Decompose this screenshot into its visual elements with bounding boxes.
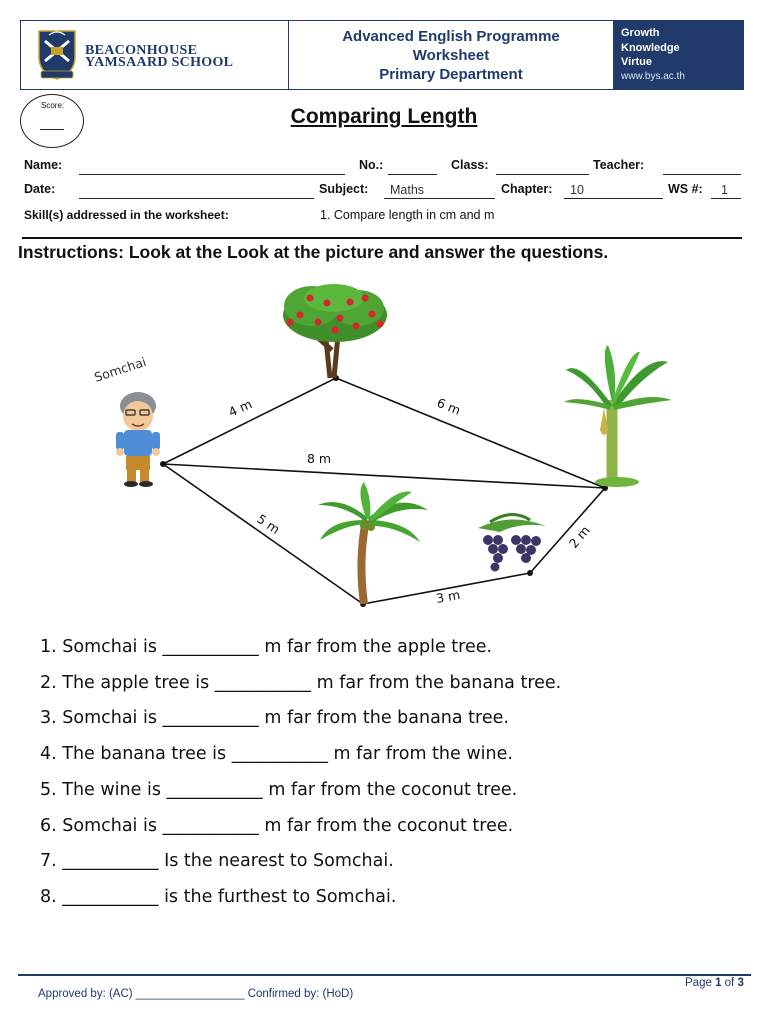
class-label: Class: [451, 158, 489, 172]
node-somchai [160, 461, 166, 467]
skills-value: 1. Compare length in cm and m [320, 208, 495, 222]
question-5: 5. The wine is ___________ m far from the coconut tree. [40, 780, 518, 800]
school-website: www.bys.ac.th [621, 70, 685, 82]
footer-divider [18, 974, 751, 976]
name-label: Name: [24, 158, 63, 172]
page-total: 3 [737, 977, 744, 989]
ws-field[interactable]: 1 [711, 183, 741, 199]
score-label: Score: [41, 101, 65, 110]
line-somchai-coconut [163, 464, 363, 604]
score-blank[interactable] [40, 129, 64, 130]
line-apple-banana [336, 378, 605, 488]
question-3: 3. Somchai is ___________ m far from the banana tree. [40, 708, 509, 728]
ws-label: WS #: [668, 182, 703, 196]
label-somchai-banana: 8 m [307, 451, 332, 466]
label-somchai-coconut: 5 m [254, 511, 283, 537]
somchai-boy-icon [116, 392, 160, 487]
somchai-label: Somchai [92, 353, 148, 385]
apple-tree-icon [283, 284, 387, 378]
page-current: 1 [715, 977, 722, 989]
class-field[interactable] [496, 159, 589, 175]
date-field[interactable] [79, 183, 314, 199]
date-label: Date: [24, 182, 56, 196]
line-somchai-banana [163, 464, 605, 488]
page-title: Comparing Length [290, 105, 478, 128]
line-grapes-banana [530, 488, 605, 573]
skills-label: Skill(s) addressed in the worksheet: [24, 208, 229, 222]
school-logo-block [21, 21, 289, 89]
school-name [85, 45, 233, 69]
motto-virtue: Virtue [621, 56, 652, 68]
question-2: 2. The apple tree is ___________ m far from the banana tree. [40, 673, 562, 693]
coconut-tree-icon [318, 482, 428, 604]
distance-diagram [0, 270, 768, 615]
page-prefix: Page [685, 977, 716, 989]
page-of: of [721, 977, 738, 989]
label-grapes-banana: 2 m [565, 522, 593, 551]
school-crest-icon [35, 27, 79, 81]
name-field[interactable] [79, 159, 345, 175]
instructions: Instructions: Look at the Look at the picture and answer the questions. [18, 242, 609, 262]
school-name-line2: YAMSAARD SCHOOL [85, 55, 234, 70]
motto-growth: Growth [621, 27, 660, 39]
question-7: 7. ___________ Is the nearest to Somchai. [40, 851, 394, 871]
teacher-field[interactable] [663, 159, 741, 175]
chapter-label: Chapter: [501, 182, 553, 196]
subject-label: Subject: [319, 182, 369, 196]
worksheet-header [20, 20, 744, 90]
grapes-icon [478, 514, 546, 571]
teacher-label: Teacher: [593, 158, 645, 172]
programme-title: Advanced English Programme [342, 27, 560, 45]
question-1: 1. Somchai is ___________ m far from the apple tree. [40, 637, 493, 657]
banana-tree-icon [564, 345, 672, 487]
header-titles [289, 21, 614, 89]
no-label: No.: [359, 158, 384, 172]
question-8: 8. ___________ is the furthest to Somchai. [40, 887, 397, 907]
section-divider [22, 237, 742, 239]
motto-knowledge: Knowledge [621, 41, 680, 54]
question-6: 6. Somchai is ___________ m far from the coconut tree. [40, 816, 514, 836]
page-indicator [685, 977, 744, 989]
school-name-line1: BEACONHOUSE [85, 43, 198, 58]
label-somchai-apple: 4 m [226, 396, 255, 420]
approval-line: Approved by: (AC) _________________ Confirmed by: (HoD) [38, 988, 354, 1000]
department-title: Primary Department [379, 65, 523, 83]
motto-panel [614, 21, 743, 89]
node-grapes [527, 570, 533, 576]
chapter-field[interactable]: 10 [564, 183, 663, 199]
no-field[interactable] [388, 159, 437, 175]
label-coconut-grapes: 3 m [434, 586, 462, 606]
label-apple-banana: 6 m [434, 394, 463, 418]
doc-type-title: Worksheet [412, 46, 490, 64]
question-4: 4. The banana tree is ___________ m far from the wine. [40, 744, 513, 764]
subject-field[interactable]: Maths [384, 183, 495, 199]
